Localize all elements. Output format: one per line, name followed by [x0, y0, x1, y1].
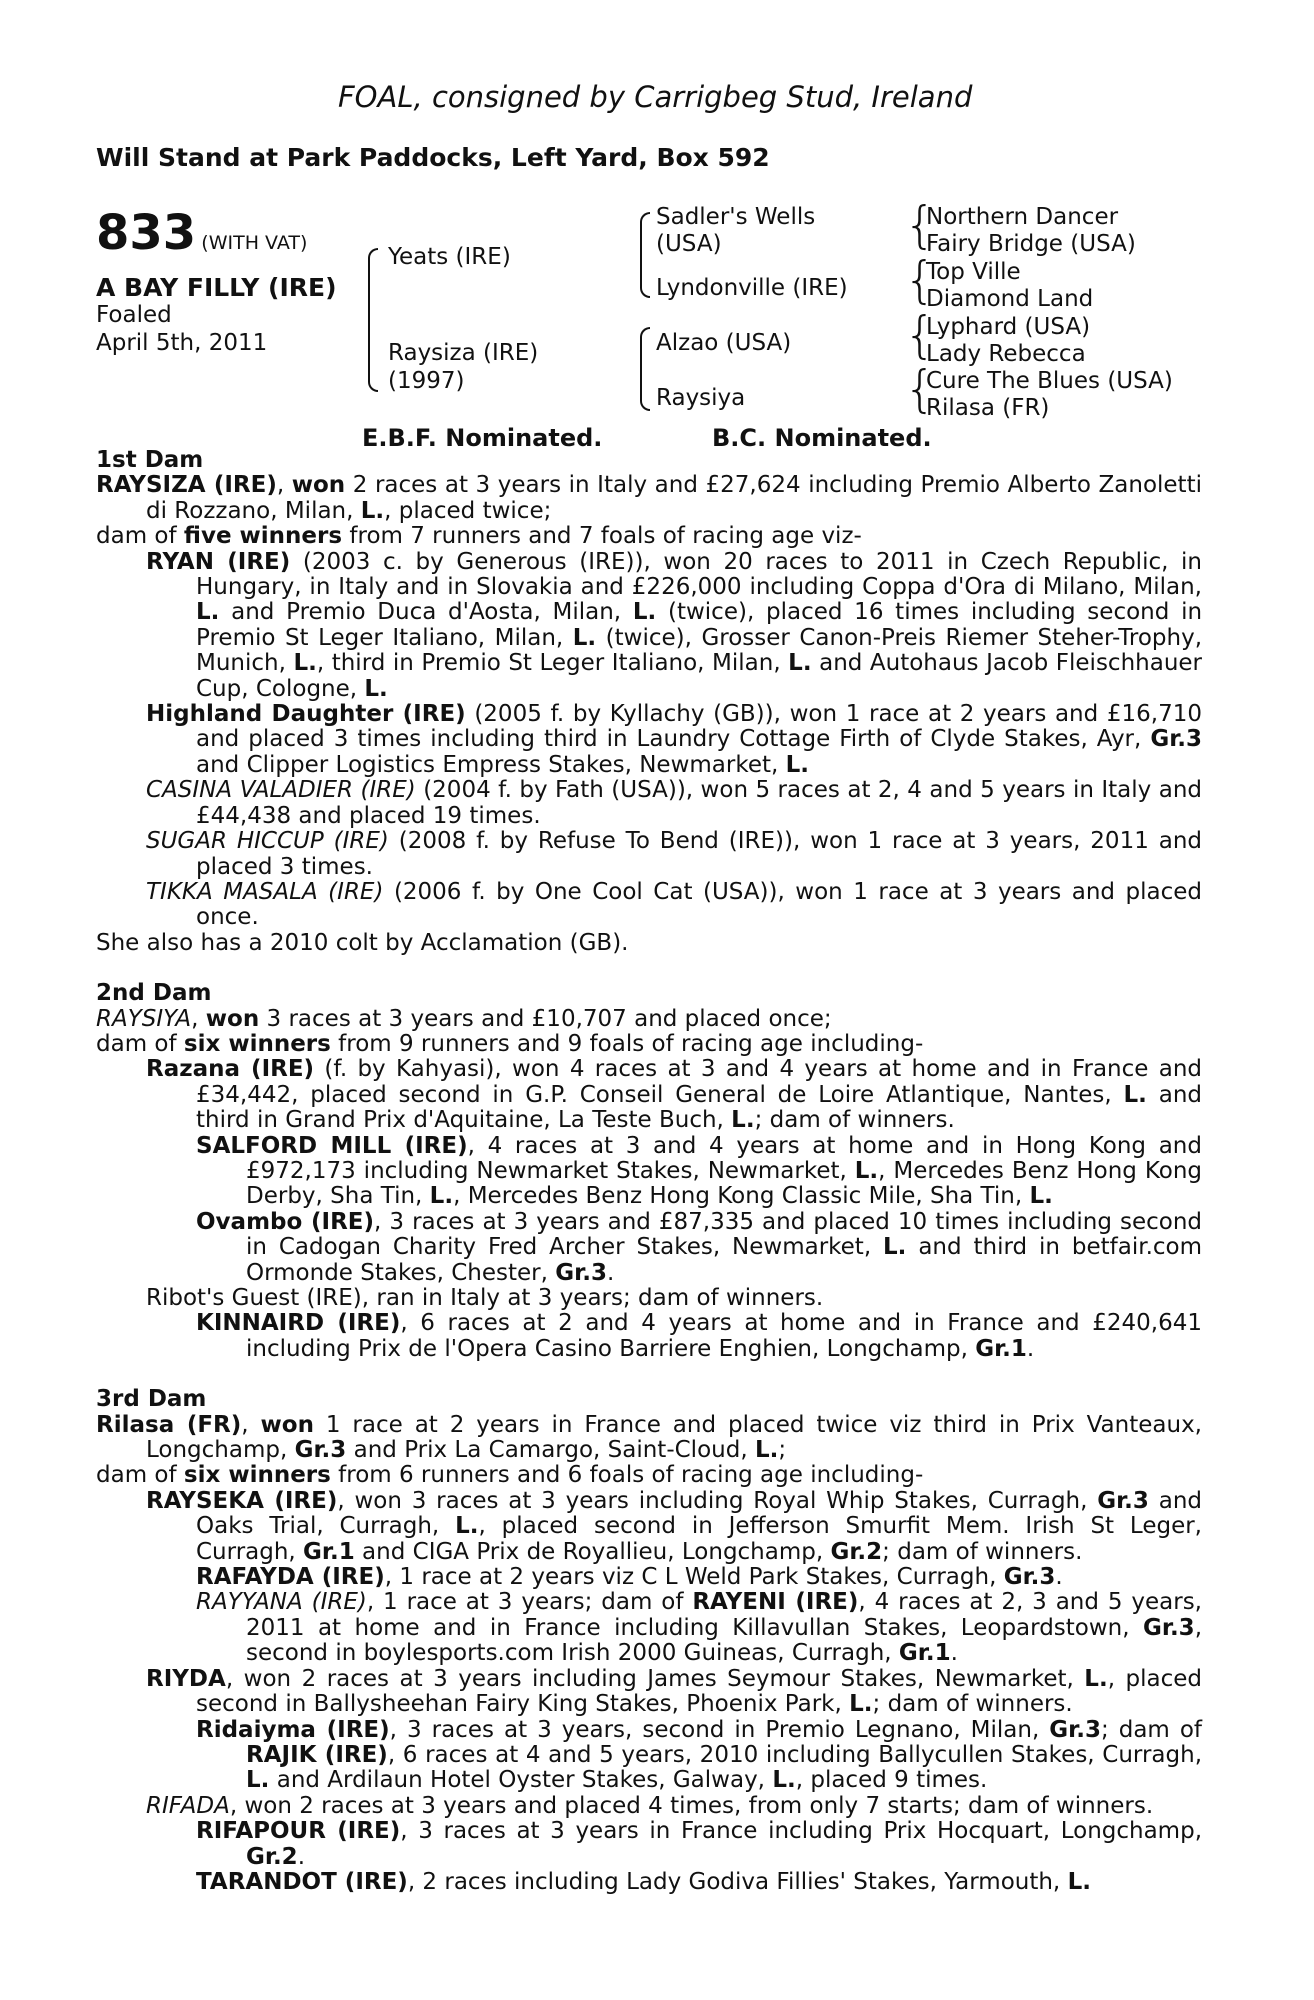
vat-label: (WITH VAT) [201, 232, 308, 254]
pedigree-brace-ds: { [904, 306, 936, 364]
pedigree-sss: Northern Dancer [926, 204, 1119, 230]
produce-ovambo: Ovambo (IRE), 3 races at 3 years and £87,335 and placed 10 times including second in Cadogan Charity Fred Archer Stakes, Newmarket, L. and third in betfair.com Ormonde Stakes, Chester, Gr.3. [196, 1208, 1202, 1286]
third-dam-summary: Rilasa (FR), won 1 race at 2 years in France and placed twice viz third in Prix Vanteaux, Longchamp, Gr.3 and Prix La Camargo, Saint-Cloud, L.; [96, 1411, 1202, 1464]
bc-nominated: B.C. Nominated. [712, 424, 932, 452]
produce-rayseka: RAYSEKA (IRE), won 3 races at 3 years including Royal Whip Stakes, Curragh, Gr.3 and Oaks Trial, Curragh, L., placed second in Jefferson Smurfit Mem. Irish St Leger, Curragh, Gr.1 and CIGA Prix de Royallieu, Longchamp, Gr.2; dam of winners. [146, 1487, 1202, 1565]
produce-highland-daughter: Highland Daughter (IRE) (2005 f. by Kyllachy (GB)), won 1 race at 2 years and £16,710 and placed 3 times including third in Laundry Cottage Firth of Clyde Stakes, Ayr, Gr.3 and Clipper Logistics Empress Stakes, Newmarket, L. [146, 701, 1202, 778]
foaled-label: Foaled [96, 302, 172, 328]
catalogue-body [96, 448, 1202, 1895]
first-dam-heading: 1st Dam [96, 447, 204, 473]
pedigree-brace-dd: { [904, 360, 936, 418]
pedigree-brace-sd: { [904, 251, 936, 309]
produce-tarandot: TARANDOT (IRE), 2 races including Lady Godiva Fillies' Stakes, Yarmouth, L. [196, 1868, 1091, 1895]
pedigree-brace-dam [640, 327, 650, 411]
pedigree-dam-sire: Alzao (USA) [656, 330, 792, 356]
produce-casina-valadier: CASINA VALADIER (IRE) (2004 f. by Fath (USA)), won 5 races at 2, 4 and 5 years in Italy and £44,438 and placed 19 times. [146, 777, 1203, 829]
pedigree-sire: Yeats (IRE) [388, 244, 511, 270]
third-dam-heading: 3rd Dam [96, 1386, 207, 1413]
pedigree-dsd: Lady Rebecca [926, 341, 1086, 367]
pedigree-brace-gen1 [368, 248, 378, 392]
produce-ryan: RYAN (IRE) (2003 c. by Generous (IRE)), won 20 races to 2011 in Czech Republic, in Hungary, in Italy and in Slovakia and £226,000 including Coppa d'Ora di Milano, Milan, L. and Premio Duca d'Aosta, Milan, L. (twice), placed 16 times including second in Premio St Leger Italiano, Milan, L. (twice), Grosser Canon-Preis Riemer Steher-Trophy, Munich, L., third in Premio St Leger Italiano, Milan, L. and Autohaus Jacob Fleischhauer Cup, Cologne, L. [146, 548, 1203, 702]
first-dam-produce-summary: dam of five winners from 7 runners and 7 foals of racing age viz- [96, 523, 862, 550]
consignor-heading: FOAL, consigned by Carrigbeg Stud, Ireland [338, 80, 973, 114]
produce-riyda: RIYDA, won 2 races at 3 years including James Seymour Stakes, Newmarket, L., placed second in Ballysheehan Fairy King Stakes, Phoenix Park, L.; dam of winners. [146, 1665, 1202, 1718]
produce-kinnaird: KINNAIRD (IRE), 6 races at 2 and 4 years at home and in France and £240,641 including Prix de l'Opera Casino Barriere Enghien, Longchamp, Gr.1. [196, 1310, 1202, 1362]
produce-rayyana: RAYYANA (IRE), 1 race at 3 years; dam of RAYENI (IRE), 4 races at 2, 3 and 5 years, 2011 at home and in France including Killavullan Stakes, Leopardstown, Gr.3, second in boylesports.com Irish 2000 Guineas, Curragh, Gr.1. [196, 1589, 1202, 1667]
pedigree-dam: Raysiza (IRE) [388, 340, 539, 366]
lot-number-line [96, 205, 307, 261]
pedigree-dds: Cure The Blues (USA) [926, 368, 1173, 394]
pedigree-dss: Lyphard (USA) [926, 314, 1091, 340]
third-dam-produce-summary: dam of six winners from 6 runners and 6 foals of racing age including- [96, 1462, 924, 1489]
lot-number: 833 [96, 205, 197, 261]
produce-tikka-masala: TIKKA MASALA (IRE) (2006 f. by One Cool Cat (USA)), won 1 race at 3 years and placed once. [146, 878, 1202, 931]
second-dam-summary: RAYSIYA, won 3 races at 3 years and £10,707 and placed once; [96, 1005, 832, 1032]
pedigree-dam-year: (1997) [388, 368, 465, 394]
pedigree-sdd: Diamond Land [926, 286, 1094, 312]
produce-razana: Razana (IRE) (f. by Kahyasi), won 4 races at 3 and 4 years at home and in France and £34,442, placed second in G.P. Conseil General de Loire Atlantique, Nantes, L. and third in Grand Prix d'Aquitaine, La Teste Buch, L.; dam of winners. [146, 1056, 1203, 1134]
pedigree-ddd: Rilasa (FR) [926, 395, 1050, 421]
ebf-nominated: E.B.F. Nominated. [362, 424, 603, 452]
produce-rifada: RIFADA, won 2 races at 3 years and placed 4 times, from only 7 starts; dam of winners. [146, 1792, 1154, 1819]
produce-ridaiyma: Ridaiyma (IRE), 3 races at 3 years, second in Premio Legnano, Milan, Gr.3; dam of RAJIK (IRE), 6 races at 4 and 5 years, 2010 including Ballycullen Stakes, Curragh, L. and Ardilaun Hotel Oyster Stakes, Galway, L., placed 9 times. [196, 1716, 1203, 1794]
first-dam-also: She also has a 2010 colt by Acclamation (GB). [96, 929, 629, 956]
stand-location: Will Stand at Park Paddocks, Left Yard, Box 592 [96, 143, 770, 172]
pedigree-brace-sire [640, 212, 650, 298]
pedigree-sds: Top Ville [926, 259, 1021, 285]
second-dam-produce-summary: dam of six winners from 9 runners and 9 foals of racing age including- [96, 1030, 924, 1057]
foaled-date: April 5th, 2011 [96, 330, 268, 356]
produce-sugar-hiccup: SUGAR HICCUP (IRE) (2008 f. by Refuse To Bend (IRE)), won 1 race at 3 years, 2011 and placed 3 times. [146, 828, 1202, 880]
pedigree-sire-sire: Sadler's Wells [656, 204, 816, 230]
horse-name: A BAY FILLY (IRE) [96, 273, 337, 302]
second-dam-heading: 2nd Dam [96, 980, 212, 1007]
pedigree-brace-ss: { [904, 196, 936, 254]
first-dam-summary: RAYSIZA (IRE), won 2 races at 3 years in Italy and £27,624 including Premio Alberto Zanoletti di Rozzano, Milan, L., placed twice; [96, 472, 1202, 524]
produce-salford-mill: SALFORD MILL (IRE), 4 races at 3 and 4 years at home and in Hong Kong and £972,173 including Newmarket Stakes, Newmarket, L., Mercedes Benz Hong Kong Derby, Sha Tin, L., Mercedes Benz Hong Kong Classic Mile, Sha Tin, L. [196, 1132, 1203, 1210]
pedigree-sire-sire-country: (USA) [656, 231, 722, 257]
pedigree-sire-dam: Lyndonville (IRE) [656, 275, 848, 301]
produce-ribots-guest: Ribot's Guest (IRE), ran in Italy at 3 years; dam of winners. [146, 1285, 824, 1311]
produce-rafayda: RAFAYDA (IRE), 1 race at 2 years viz C L Weld Park Stakes, Curragh, Gr.3. [196, 1564, 1063, 1591]
pedigree-dam-dam: Raysiya [656, 385, 746, 411]
pedigree-ssd: Fairy Bridge (USA) [926, 231, 1136, 257]
produce-rifapour: RIFAPOUR (IRE), 3 races at 3 years in France including Prix Hocquart, Longchamp, Gr.2. [196, 1818, 1203, 1870]
